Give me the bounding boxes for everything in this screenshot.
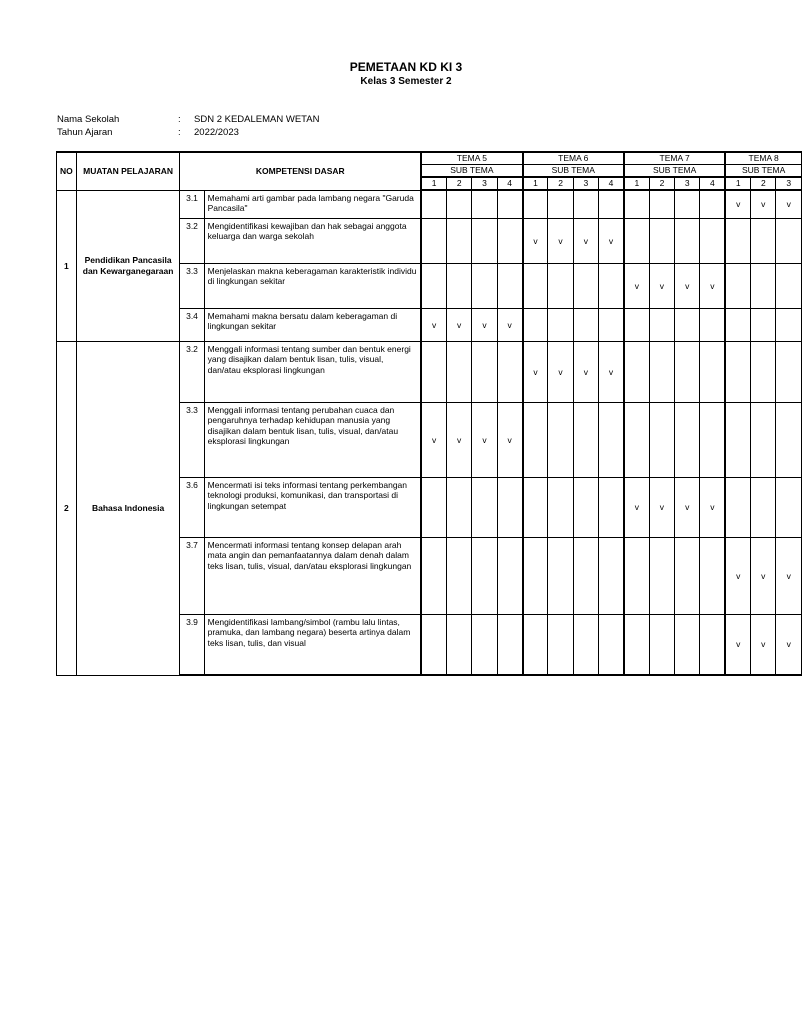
mark-cell [776, 218, 802, 263]
mark-cell [548, 402, 573, 477]
mark-cell [776, 477, 802, 537]
table-row [57, 190, 802, 218]
check-mark: v [507, 319, 512, 330]
mark-cell [599, 190, 624, 218]
mark-cell [447, 190, 472, 218]
mark-cell [751, 218, 776, 263]
page-title: PEMETAAN KD KI 3 [349, 60, 463, 74]
check-mark: v [431, 319, 437, 330]
mark-cell [725, 341, 750, 402]
kd-code: 3.3 [180, 402, 204, 477]
mark-cell [649, 477, 674, 537]
check-mark: v [608, 235, 614, 246]
kd-description: Mengidentifikasi lambang/simbol (rambu lalu lintas, pramuka, dan lambang negara) beserta artinya dalam teks lisan, tulis, dan visual [204, 614, 421, 675]
mark-cell [599, 614, 624, 675]
mark-cell [548, 263, 573, 308]
check-mark: v [431, 434, 437, 445]
subtema-number: 1 [725, 177, 750, 190]
subtema-number: 3 [472, 177, 497, 190]
mark-cell [573, 402, 598, 477]
check-mark: v [457, 434, 462, 445]
col-header-subject: MUATAN PELAJARAN [76, 152, 180, 190]
mark-cell [725, 308, 750, 341]
mark-cell [649, 537, 674, 614]
mark-cell [599, 308, 624, 341]
kd-description: Mengidentifikasi kewajiban dan hak sebagai anggota keluarga dan warga sekolah [204, 218, 421, 263]
mark-cell [472, 341, 497, 402]
check-mark: v [583, 366, 588, 377]
col-header-kd: KOMPETENSI DASAR [180, 152, 421, 190]
mark-cell [751, 402, 776, 477]
kd-code: 3.6 [180, 477, 204, 537]
check-mark: v [507, 434, 512, 445]
mark-cell [447, 218, 472, 263]
check-mark: v [457, 319, 462, 330]
kd-code: 3.2 [180, 341, 204, 402]
check-mark: v [558, 366, 563, 377]
meta-colon: : [178, 114, 181, 125]
subtema-number: 3 [573, 177, 598, 190]
mark-cell [447, 537, 472, 614]
col-header-no: NO [57, 152, 77, 190]
check-mark: v [608, 366, 614, 377]
mark-cell [421, 308, 446, 341]
mark-cell [447, 341, 472, 402]
mark-cell [497, 477, 522, 537]
subtema-number: 4 [497, 177, 522, 190]
mark-cell [624, 218, 649, 263]
mark-cell [649, 218, 674, 263]
check-mark: v [736, 199, 741, 210]
mark-cell [599, 537, 624, 614]
mark-cell [447, 263, 472, 308]
mark-cell [523, 263, 548, 308]
mark-cell [700, 614, 725, 675]
mark-cell [751, 341, 776, 402]
mark-cell [523, 308, 548, 341]
check-mark: v [786, 199, 791, 210]
check-mark: v [558, 235, 563, 246]
mark-cell [447, 477, 472, 537]
mark-cell [675, 402, 700, 477]
mark-cell [649, 614, 674, 675]
mark-cell [573, 477, 598, 537]
mark-cell [421, 537, 446, 614]
mark-cell [497, 341, 522, 402]
kd-code: 3.7 [180, 537, 204, 614]
check-mark: v [685, 280, 690, 291]
mark-cell [599, 402, 624, 477]
check-mark: v [482, 434, 487, 445]
mark-cell [548, 218, 573, 263]
mark-cell [725, 218, 750, 263]
check-mark: v [482, 319, 487, 330]
check-mark: v [786, 570, 791, 581]
mark-cell [700, 341, 725, 402]
kd-description: Memahami arti gambar pada lambang negara "Garuda Pancasila" [204, 190, 421, 218]
mark-cell [675, 341, 700, 402]
mark-cell [472, 263, 497, 308]
mark-cell [548, 308, 573, 341]
mark-cell [497, 263, 522, 308]
mark-cell [421, 477, 446, 537]
mark-cell [573, 218, 598, 263]
subtema-number: 3 [675, 177, 700, 190]
mark-cell [624, 477, 649, 537]
kd-description: Menggali informasi tentang sumber dan bentuk energi yang disajikan dalam bentuk lisan, tulis, visual, dan/atau eksplorasi lingkungan [204, 341, 421, 402]
mark-cell [751, 537, 776, 614]
subtema-number: 4 [599, 177, 624, 190]
mark-cell [472, 218, 497, 263]
mark-cell [751, 308, 776, 341]
header-row-tema [57, 152, 802, 165]
mark-cell [725, 614, 750, 675]
mark-cell [573, 341, 598, 402]
mark-cell [421, 190, 446, 218]
mark-cell [700, 190, 725, 218]
kd-code: 3.3 [180, 263, 204, 308]
check-mark: v [736, 570, 741, 581]
meta-value: 2022/2023 [194, 127, 239, 138]
mark-cell [599, 218, 624, 263]
table-row [57, 341, 802, 402]
mark-cell [573, 308, 598, 341]
check-mark: v [659, 502, 665, 512]
check-mark: v [533, 366, 538, 377]
mapping-table [56, 151, 802, 676]
mark-cell [751, 190, 776, 218]
mark-cell [472, 190, 497, 218]
mark-cell [649, 402, 674, 477]
kd-code: 3.4 [180, 308, 204, 341]
mark-cell [548, 614, 573, 675]
check-mark: v [583, 235, 588, 246]
meta-colon: : [178, 127, 181, 138]
mark-cell [421, 263, 446, 308]
mark-cell [675, 218, 700, 263]
meta-year [57, 127, 357, 139]
tema-header: TEMA 6 [523, 152, 624, 165]
subtema-number: 1 [624, 177, 649, 190]
row-number: 2 [57, 341, 77, 675]
kd-description: Menjelaskan makna keberagaman karakteristik individu di lingkungan sekitar [204, 263, 421, 308]
mark-cell [675, 308, 700, 341]
mark-cell [675, 477, 700, 537]
mark-cell [472, 402, 497, 477]
mark-cell [649, 263, 674, 308]
mark-cell [776, 190, 802, 218]
check-mark: v [710, 502, 715, 512]
mark-cell [776, 402, 802, 477]
check-mark: v [634, 280, 639, 291]
mark-cell [624, 537, 649, 614]
mark-cell [675, 537, 700, 614]
mark-cell [497, 402, 522, 477]
subtema-number: 3 [776, 177, 802, 190]
mark-cell [751, 477, 776, 537]
mark-cell [548, 341, 573, 402]
page-subtitle: Kelas 3 Semester 2 [360, 76, 452, 87]
kd-code: 3.1 [180, 190, 204, 218]
mark-cell [776, 537, 802, 614]
mark-cell [725, 477, 750, 537]
subtema-number: 1 [421, 177, 446, 190]
check-mark: v [761, 570, 766, 581]
subtema-number: 2 [751, 177, 776, 190]
mark-cell [472, 614, 497, 675]
mark-cell [523, 537, 548, 614]
mark-cell [497, 537, 522, 614]
subtema-number: 2 [447, 177, 472, 190]
mark-cell [599, 263, 624, 308]
mark-cell [523, 190, 548, 218]
mark-cell [523, 477, 548, 537]
mark-cell [599, 477, 624, 537]
mark-cell [776, 308, 802, 341]
mark-cell [548, 537, 573, 614]
check-mark: v [761, 639, 766, 650]
mark-cell [548, 477, 573, 537]
mark-cell [523, 341, 548, 402]
meta-school [57, 114, 357, 126]
mark-cell [776, 341, 802, 402]
mark-cell [624, 614, 649, 675]
mark-cell [776, 263, 802, 308]
mark-cell [751, 614, 776, 675]
mark-cell [725, 263, 750, 308]
subject-name: Pendidikan Pancasila dan Kewarganegaraan [76, 190, 180, 341]
check-mark: v [786, 639, 791, 650]
kd-description: Memahami makna bersatu dalam keberagaman di lingkungan sekitar [204, 308, 421, 341]
check-mark: v [710, 280, 715, 291]
kd-description: Mencermati isi teks informasi tentang perkembangan teknologi produksi, komunikasi, dan transportasi di lingkungan setempat [204, 477, 421, 537]
mark-cell [472, 308, 497, 341]
mark-cell [421, 614, 446, 675]
check-mark: v [533, 235, 538, 246]
mark-cell [700, 477, 725, 537]
mark-cell [700, 218, 725, 263]
mark-cell [573, 614, 598, 675]
tema-header: TEMA 8 [725, 152, 801, 165]
subtema-number: 2 [649, 177, 674, 190]
kd-description: Menggali informasi tentang perubahan cuaca dan pengaruhnya terhadap kehidupan manusia yang disajikan dalam bentuk lisan, tulis, visual, dan/atau eksplorasi lingkungan [204, 402, 421, 477]
tema-header: TEMA 7 [624, 152, 725, 165]
mark-cell [447, 402, 472, 477]
mark-cell [548, 190, 573, 218]
subtema-number: 4 [700, 177, 725, 190]
mapping-table-container [56, 151, 792, 676]
subtema-header: SUB TEMA [725, 165, 801, 178]
mark-cell [497, 308, 522, 341]
mark-cell [497, 190, 522, 218]
meta-label: Nama Sekolah [57, 114, 120, 125]
mark-cell [472, 477, 497, 537]
mark-cell [700, 537, 725, 614]
subtema-number: 1 [523, 177, 548, 190]
row-number: 1 [57, 190, 77, 341]
mark-cell [700, 308, 725, 341]
mark-cell [421, 341, 446, 402]
kd-code: 3.2 [180, 218, 204, 263]
mark-cell [751, 263, 776, 308]
mark-cell [675, 190, 700, 218]
check-mark: v [659, 280, 665, 291]
mark-cell [573, 190, 598, 218]
mark-cell [447, 614, 472, 675]
subtema-header: SUB TEMA [523, 165, 624, 178]
subtema-header: SUB TEMA [624, 165, 725, 178]
mark-cell [725, 537, 750, 614]
mark-cell [573, 263, 598, 308]
mark-cell [675, 614, 700, 675]
mark-cell [725, 190, 750, 218]
check-mark: v [736, 639, 741, 650]
meta-label: Tahun Ajaran [57, 127, 113, 138]
mark-cell [675, 263, 700, 308]
mark-cell [624, 263, 649, 308]
mark-cell [421, 402, 446, 477]
mark-cell [523, 218, 548, 263]
mark-cell [649, 190, 674, 218]
mark-cell [624, 341, 649, 402]
mark-cell [624, 402, 649, 477]
mark-cell [447, 308, 472, 341]
mark-cell [573, 537, 598, 614]
subtema-number: 2 [548, 177, 573, 190]
check-mark: v [634, 502, 639, 512]
tema-header: TEMA 5 [421, 152, 522, 165]
mark-cell [523, 614, 548, 675]
kd-description: Mencermati informasi tentang konsep delapan arah mata angin dan pemanfaatannya dalam denah dalam teks lisan, tulis, visual, dan/atau eksplorasi lingkungan [204, 537, 421, 614]
subject-name: Bahasa Indonesia [76, 341, 180, 675]
mark-cell [624, 190, 649, 218]
mark-cell [725, 402, 750, 477]
mark-cell [649, 341, 674, 402]
mark-cell [523, 402, 548, 477]
mark-cell [700, 402, 725, 477]
mark-cell [497, 218, 522, 263]
subtema-header: SUB TEMA [421, 165, 522, 178]
mark-cell [599, 341, 624, 402]
meta-value: SDN 2 KEDALEMAN WETAN [194, 114, 320, 125]
mark-cell [649, 308, 674, 341]
mark-cell [472, 537, 497, 614]
mark-cell [624, 308, 649, 341]
kd-code: 3.9 [180, 614, 204, 675]
mark-cell [497, 614, 522, 675]
check-mark: v [685, 502, 690, 512]
mark-cell [776, 614, 802, 675]
check-mark: v [761, 199, 766, 210]
mark-cell [700, 263, 725, 308]
mark-cell [421, 218, 446, 263]
